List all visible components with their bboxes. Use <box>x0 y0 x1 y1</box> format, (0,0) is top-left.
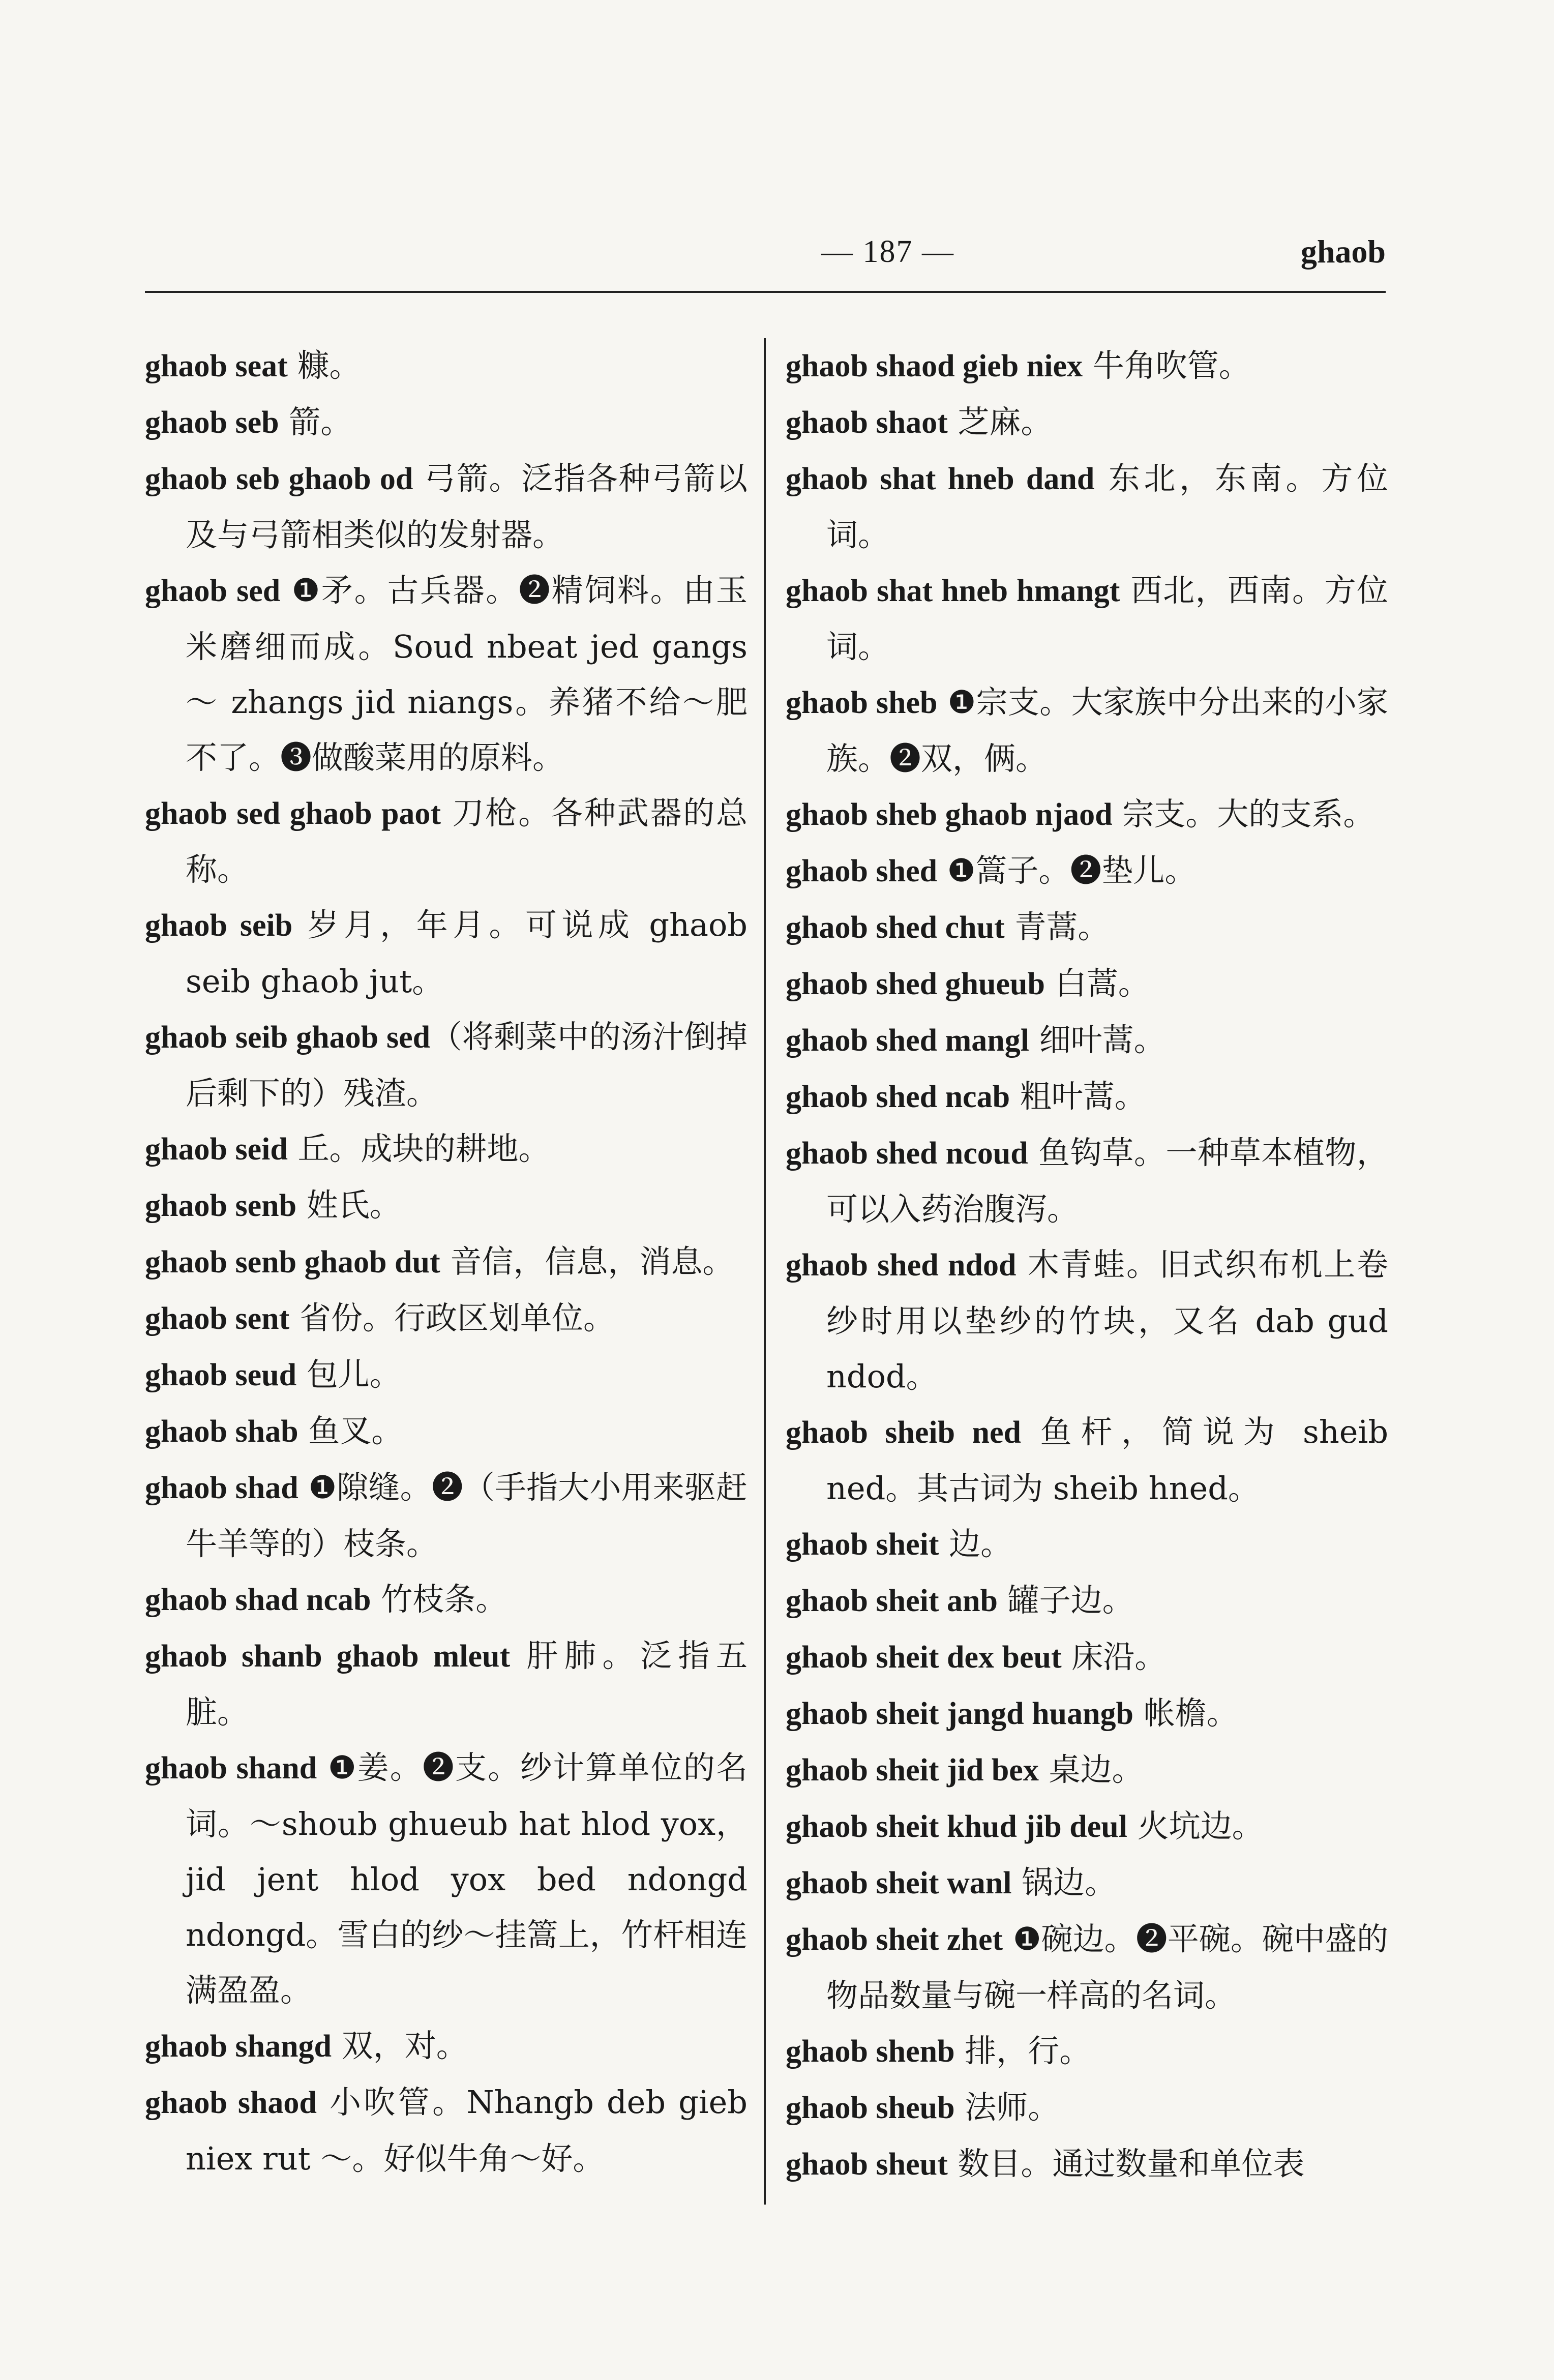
dictionary-entry <box>786 1685 1388 1742</box>
dictionary-entry <box>786 562 1388 674</box>
dictionary-entry <box>145 2018 748 2074</box>
entry-definition: 排，行。 <box>954 2032 1091 2069</box>
dictionary-entry <box>145 1460 748 1571</box>
page-header <box>145 224 1386 285</box>
entry-headword: ghaob seb ghaob od <box>145 462 413 496</box>
entry-headword: ghaob shenb <box>786 2034 955 2069</box>
entry-definition: （将剩菜中的汤汁倒掉后剩下的）残渣。 <box>186 1018 748 1112</box>
entry-definition: 芝麻。 <box>947 403 1053 440</box>
entry-headword: ghaob sheit jid bex <box>786 1753 1039 1788</box>
entry-headword: ghaob shab <box>145 1414 298 1449</box>
entry-definition: 罐子边。 <box>997 1582 1134 1619</box>
entry-headword: ghaob senb ghaob dut <box>145 1245 440 1280</box>
dictionary-entry <box>786 1911 1388 2023</box>
entry-definition: 床沿。 <box>1061 1638 1167 1675</box>
entry-headword: ghaob shed ncoud <box>786 1136 1028 1171</box>
entry-headword: ghaob shaot <box>786 405 948 440</box>
dictionary-entry <box>786 1125 1388 1237</box>
entry-definition: 法师。 <box>954 2089 1060 2126</box>
entry-headword: ghaob shangd <box>145 2029 332 2064</box>
entry-definition: 箭。 <box>279 403 352 440</box>
entry-definition: 省份。行政区划单位。 <box>289 1299 615 1336</box>
entry-definition: 鱼叉。 <box>298 1412 403 1449</box>
entry-definition: 鱼钩草。一种草本植物，可以入药治腹泻。 <box>826 1134 1388 1228</box>
entry-headword: ghaob sheit <box>786 1527 939 1562</box>
entry-headword: ghaob sheit dex beut <box>786 1640 1062 1675</box>
entry-definition: 细叶蒿。 <box>1029 1021 1165 1058</box>
dictionary-entry <box>786 394 1388 451</box>
entry-headword: ghaob seib ghaob sed <box>145 1020 431 1055</box>
dictionary-entry <box>786 2136 1388 2192</box>
entry-definition: 白蒿。 <box>1045 965 1150 1002</box>
entry-headword: ghaob shanb ghaob mleut <box>145 1639 511 1674</box>
entry-headword: ghaob sheub <box>786 2091 955 2125</box>
dictionary-entry <box>786 1237 1388 1404</box>
entry-headword: ghaob shat hneb hmangt <box>786 574 1120 608</box>
dictionary-entry <box>145 897 748 1009</box>
entry-headword: ghaob seb <box>145 405 279 440</box>
dictionary-entry <box>145 1740 748 2018</box>
entry-headword: ghaob shand <box>145 1751 317 1786</box>
dictionary-entry <box>786 899 1388 956</box>
dictionary-entry <box>786 2079 1388 2136</box>
dictionary-entry <box>145 1628 748 1740</box>
entry-headword: ghaob shed mangl <box>786 1023 1029 1058</box>
dictionary-entry <box>145 1571 748 1628</box>
dictionary-entry <box>786 1855 1388 1911</box>
entry-definition: ❶宗支。大家族中分出来的小家族。❷双，俩。 <box>826 683 1388 777</box>
entry-headword: ghaob sent <box>145 1301 290 1336</box>
dictionary-entry <box>786 1068 1388 1125</box>
entry-headword: ghaob sed <box>145 574 281 608</box>
dictionary-entry <box>145 1009 748 1121</box>
dictionary-entry <box>786 956 1388 1012</box>
dictionary-entry <box>786 1798 1388 1855</box>
page-number: — 187 — <box>821 234 954 269</box>
right-column <box>786 338 1388 2192</box>
dictionary-entry <box>145 1121 748 1177</box>
entry-definition: 火坑边。 <box>1127 1807 1264 1844</box>
left-column <box>145 338 748 2186</box>
dictionary-entry <box>145 1290 748 1347</box>
entry-headword: ghaob shed ncab <box>786 1080 1010 1114</box>
entry-headword: ghaob shaod gieb niex <box>786 349 1083 383</box>
dictionary-entry <box>786 451 1388 562</box>
entry-definition: 包儿。 <box>296 1356 401 1393</box>
dictionary-entry <box>145 1234 748 1290</box>
dictionary-entry <box>786 1516 1388 1572</box>
entry-headword: ghaob sheit wanl <box>786 1866 1012 1900</box>
entry-definition: 东北，东南。方位词。 <box>826 460 1388 553</box>
entry-headword: ghaob sheit zhet <box>786 1922 1003 1957</box>
entry-definition: ❶隙缝。❷（手指大小用来驱赶牛羊等的）枝条。 <box>186 1469 748 1562</box>
entry-definition: 双，对。 <box>332 2027 468 2064</box>
entry-headword: ghaob shed ghueub <box>786 967 1045 1001</box>
entry-headword: ghaob sheit anb <box>786 1584 998 1618</box>
entry-headword: ghaob sheit jangd huangb <box>786 1697 1133 1731</box>
entry-definition: 西北，西南。方位词。 <box>826 572 1389 665</box>
dictionary-entry <box>145 1177 748 1234</box>
entry-definition: 岁月，年月。可说成 ghaob seib ghaob jut。 <box>186 906 748 1000</box>
entry-definition: 粗叶蒿。 <box>1010 1078 1146 1115</box>
entry-headword: ghaob shat hneb dand <box>786 462 1095 496</box>
dictionary-entry <box>145 562 748 785</box>
dictionary-entry <box>786 1742 1388 1798</box>
entry-headword: ghaob seid <box>145 1132 288 1167</box>
entry-headword: ghaob seib <box>145 908 293 943</box>
dictionary-entry <box>145 451 748 562</box>
entry-definition: 竹枝条。 <box>371 1581 507 1618</box>
dictionary-entry <box>786 1012 1388 1068</box>
entry-definition: 锅边。 <box>1011 1864 1117 1901</box>
dictionary-entry <box>145 394 748 451</box>
column-divider <box>764 338 766 2205</box>
entry-definition: 木青蛙。旧式织布机上卷纱时用以垫纱的竹块，又名 dab gud ndod。 <box>826 1246 1388 1395</box>
running-head: ghaob <box>1300 233 1386 270</box>
entry-definition: 丘。成块的耕地。 <box>287 1130 550 1167</box>
entry-definition: ❶矛。古兵器。❷精饲料。由玉米磨细而成。Soud nbeat jed gangs ～ zhangs jid niangs。养猪不给～肥不了。❸做酸菜用的原料。 <box>186 572 748 776</box>
entry-definition: 姓氏。 <box>296 1186 401 1224</box>
entry-definition: 帐檐。 <box>1133 1694 1238 1732</box>
dictionary-entry <box>145 785 748 897</box>
entry-definition: ❶姜。❷支。纱计算单位的名词。～shoub ghueub hat hlod yox，jid jent hlod yox bed ndongd ndongd。雪白的纱～挂篙上，竹杆相连满盈盈。 <box>186 1749 748 2009</box>
entry-headword: ghaob senb <box>145 1188 297 1223</box>
entry-definition: 牛角吹管。 <box>1083 347 1250 384</box>
entry-headword: ghaob shed ndod <box>786 1248 1017 1283</box>
entry-headword: ghaob sheb ghaob njaod <box>786 797 1113 832</box>
entry-headword: ghaob seat <box>145 349 288 383</box>
entry-definition: 边。 <box>939 1525 1012 1562</box>
entry-definition: 数目。通过数量和单位表 <box>947 2145 1305 2182</box>
entry-headword: ghaob sed ghaob paot <box>145 796 441 831</box>
header-rule <box>145 291 1386 293</box>
entry-definition: 宗支。大的支系。 <box>1112 795 1375 832</box>
entry-headword: ghaob shad <box>145 1471 298 1505</box>
entry-definition: 小吹管。Nhangb deb gieb niex rut ～。好似牛角～好。 <box>186 2084 748 2177</box>
dictionary-entry <box>786 1572 1388 1629</box>
entry-definition: 鱼杆，简说为 sheib ned。其古词为 sheib hned。 <box>826 1413 1389 1507</box>
entry-headword: ghaob seud <box>145 1358 297 1392</box>
dictionary-entry <box>145 1403 748 1460</box>
entry-definition: 音信，信息，消息。 <box>440 1243 734 1280</box>
dictionary-entry <box>786 1629 1388 1685</box>
entry-definition: 刀枪。各种武器的总称。 <box>186 794 748 888</box>
dictionary-entry <box>786 338 1388 394</box>
entry-definition: 桌边。 <box>1038 1751 1144 1788</box>
entry-definition: ❶篙子。❷垫儿。 <box>937 852 1197 889</box>
entry-headword: ghaob shed <box>786 854 938 888</box>
entry-headword: ghaob sheb <box>786 686 938 720</box>
entry-headword: ghaob shad ncab <box>145 1583 371 1617</box>
entry-headword: ghaob shed chut <box>786 910 1005 945</box>
dictionary-entry <box>145 2074 748 2186</box>
entry-headword: ghaob sheib ned <box>786 1415 1021 1450</box>
dictionary-entry <box>786 2023 1388 2079</box>
dictionary-entry <box>786 674 1388 786</box>
dictionary-entry <box>145 338 748 394</box>
entry-headword: ghaob sheut <box>786 2147 948 2182</box>
entry-definition: ❶碗边。❷平碗。碗中盛的物品数量与碗一样高的名词。 <box>826 1920 1388 2014</box>
dictionary-entry <box>786 1404 1388 1516</box>
entry-definition: 青蒿。 <box>1004 908 1110 945</box>
entry-definition: 糠。 <box>287 347 361 384</box>
entry-headword: ghaob sheit khud jib deul <box>786 1809 1127 1844</box>
entry-definition: 弓箭。泛指各种弓箭以及与弓箭相类似的发射器。 <box>186 460 748 553</box>
dictionary-entry <box>786 843 1388 899</box>
dictionary-entry <box>786 786 1388 843</box>
entry-definition: 肝肺。泛指五脏。 <box>186 1637 748 1731</box>
dictionary-entry <box>145 1347 748 1403</box>
entry-headword: ghaob shaod <box>145 2086 317 2120</box>
